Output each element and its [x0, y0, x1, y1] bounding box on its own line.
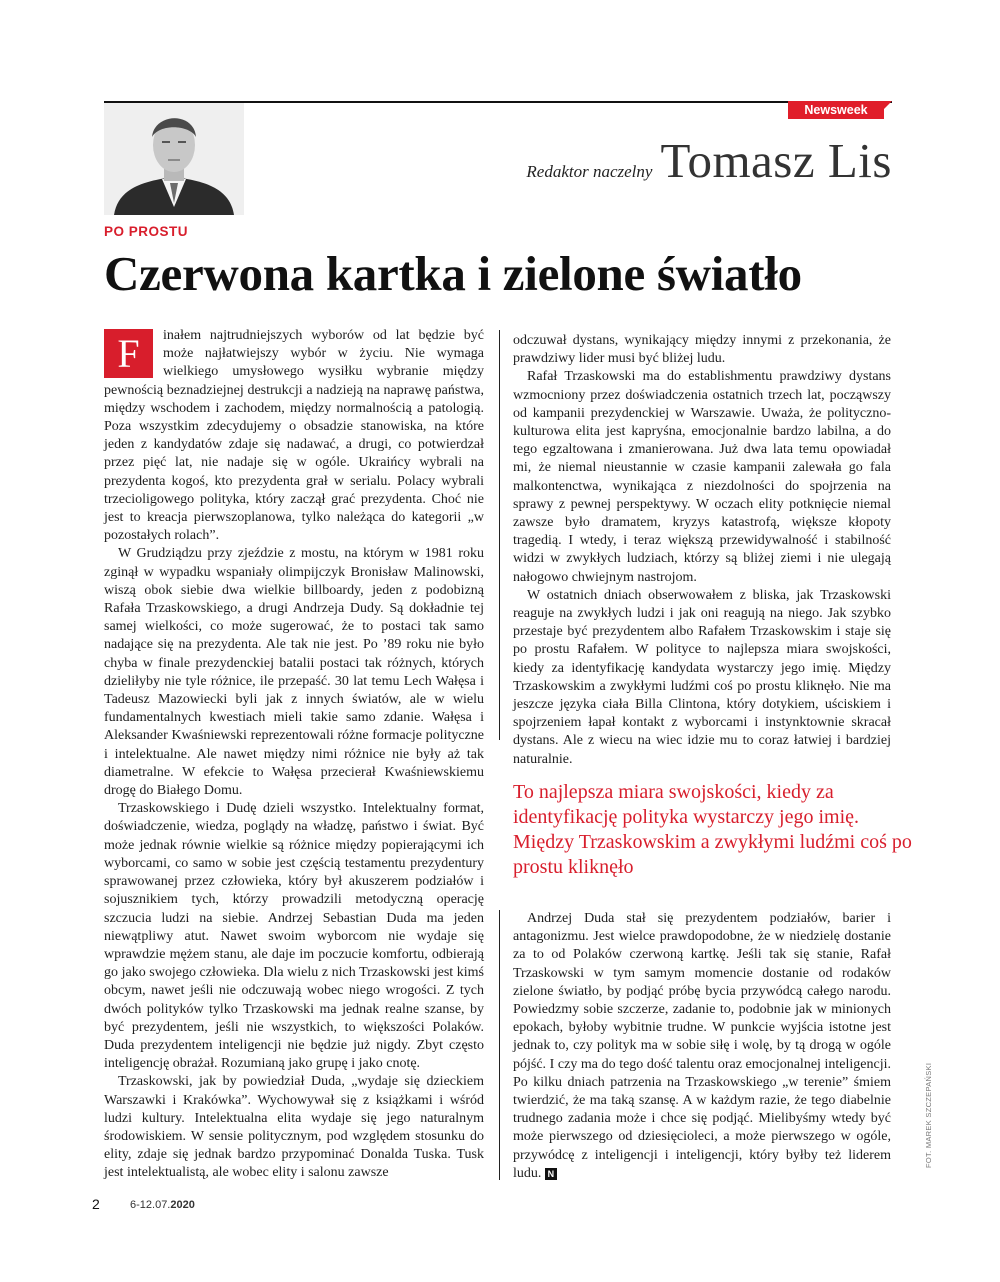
article-paragraph: F inałem najtrudniejszych wyborów od lat będzie być może najłatwiejszy wybór w życiu. Nie wymaga wielkiego umysłowego wysiłku wybranie między pewnością beznadziejnej destrukcji a nadzieją na naprawę państwa, między wschodem i zachodem, między normalnością a patologią. Poza wszystkim zdecydujemy o obsadzie stanowiska, na które jeden z kandydatów zdaje się nadawać, a drugi, co potwierdzał przez pięć lat, nie nadaje się w ogóle. Ukraińcy wybrali na prezydenta kogoś, kto prezydenta grał w serialu. Polacy wybrali trzecioligowego polityka, który zaczął grać prezydenta. Choć nie jest to kreacja pierwszoplanowa, tylko należąca do kategorii „w pozostałych rolach”. — [104, 328, 484, 544]
article-paragraph: Trzaskowskiego i Dudę dzieli wszystko. Intelektualny format, doświadczenie, wiedza, poglądy na władzę, państwo i świat. Być może jednak równie wielkie są różnice między popierającymi ich wyborcami, co samo w sobie jest częścią testamentu prezydentury sprawowanej przez człowieka, który był akuszerem podziałów i sojusznikiem tych, którzy prowadzili metodyczną operację szczucia ludzi na siebie. Andrzej Sebastian Duda ma jeden niewątpliwy atut. Nawet swoim wyborcom nie wydaje się wprawdzie mężem stanu, ale daje im poczucie komfortu, odbierają go jako swojego człowieka. Dla wielu z nich Trzaskowski jest kimś obcym, nawet jeśli nie odczuwają wobec niego wrogości. Z tych dwóch polityków tylko Trzaskowski ma jednak realne szanse, by być prezydentem, jeśli nie wszystkich, to większości Polaków. Duda prezydentem inteligencji nie będzie już nigdy. Zbyt często inteligencję obrażał. Rozumianą jako grupę i jako cnotę. — [104, 801, 484, 1072]
article-paragraph: Trzaskowski, jak by powiedział Duda, „wydaje się dzieckiem Warszawki i Krakówka”. Wychowywał się z książkami i wśród ludzi kultury. Intelektualna elita wydaje się jego naturalnym środowiskiem. W sensie politycznym, pod względem stosunku do elity, zdaje się jednak bardzo przypominać Donalda Tuska. Tusk jest intelektualistą, ale wobec elity i salonu zawsze — [104, 1074, 484, 1181]
photo-credit: FOT. MAREK SZCZEPAŃSKI — [924, 1062, 933, 1168]
editor-portrait — [104, 103, 244, 215]
article-paragraph: odczuwał dystans, wynikający między innymi z przekonania, że prawdziwy lider musi być bliżej ludu. — [513, 333, 891, 367]
left-column — [104, 327, 484, 1183]
editor-byline — [526, 133, 892, 188]
newsweek-badge: Newsweek — [788, 101, 884, 119]
section-rubric: PO PROSTU — [104, 224, 189, 239]
article-paragraph: W ostatnich dniach obserwowałem z bliska, jak Trzaskowski reaguje na zwykłych ludzi i jak oni reagują na niego. Jak szybko przestaje być prezydentem albo Rafałem Trzaskowskim i staje się po prostu Rafałem. W polityce to najlepsza miara swojskości, kiedy za identyfikację kandydata wystarczy jego imię. Między Trzaskowskim a zwykłymi ludźmi coś po prostu kliknęło. Nie ma jeszcze języka ciała Billa Clintona, który dotykiem, uściskiem i spojrzeniem łapał kontakt z wyborcami i instynktownie skracał dystans. Ale z wiecu na wiec idzie mu to coraz łatwiej i bardziej naturalnie. — [513, 587, 891, 767]
column-divider — [499, 910, 500, 1180]
article-paragraph: Rafał Trzaskowski ma do establishmentu prawdziwy dystans wzmocniony przez doświadczenia ostatnich trzech lat, począwszy od kampanii prezydenckiej w Warszawie. Uważa, że polityczno-kulturowa elita jest kapryśna, emocjonalnie bardzo labilna, a do tego egzaltowana i zmanierowana. Już dwa lata temu opowiadał mi, że niemal nieustannie w czasie kampanii zalewała go fala malkontenctwa, wynikająca z niezdolności do spojrzenia na sprawy z pewnej perspektywy. W oczach elity potknięcie niemal zawsze było dramatem, kryzys katastrofą, większe kłopoty tragedią. I wtedy, i teraz większą przewidywalność i stabilność widzi w zwykłych ludziach, którzy są bliżej ziemi i nie ulegają nałogowo chwiejnym nastrojom. — [513, 369, 891, 585]
editor-portrait-image — [104, 103, 244, 215]
article-paragraph: W Grudziądzu przy zjeździe z mostu, na którym w 1981 roku zginął w wypadku wspaniały olimpijczyk Bronisław Malinowski, wiszą obok siebie dwa wielkie billboardy, jeden z podobizną Rafała Trzaskowskiego, a drugi Andrzeja Dudy. Są dokładnie tej samej wielkości, co może sugerować, że to postaci tak samo nadające się na prezydenta. Ale tak nie jest. Po ’89 roku nie było chyba w finale prezydenckiej batalii postaci tak różnych, których dzieliłyby nie tyle różnice, ile przepaść. 30 lat temu Lech Wałęsa i Tadeusz Mazowiecki byli jak z innych światów, ale w wielu fundamentalnych kwestiach mieli takie samo zdanie. Wałęsa i Aleksander Kwaśniewski reprezentowali różne formacje polityczne i intelektualne. Ale nawet między nimi różnice nie były aż tak diametralne. W efekcie to Wałęsa przecierał Kwaśniewskiemu drogę do Białego Domu. — [104, 546, 484, 799]
editor-role: Redaktor naczelny — [526, 162, 653, 181]
pull-quote: To najlepsza miara swojskości, kiedy za identyfikację polityka wystarczy jego imię. Między Trzaskowskim a zwykłymi ludźmi coś po prostu kliknęło — [513, 781, 912, 878]
editor-name: Tomasz Lis — [660, 133, 892, 188]
article-paragraph: Andrzej Duda stał się prezydentem podziałów, barier i antagonizmu. Jest wielce prawdopodobne, że w niedzielę dostanie za to od Polaków czerwoną kartkę. Jeśli tak się stanie, Rafał Trzaskowski w tym samym momencie dostanie od rodaków zielone światło, by podjąć próbę bycia przywódcą całego narodu. Powiedzmy sobie szczerze, zadanie to, podobnie jak w minionych epokach, byłoby wybitnie trudne. W punkcie wyjścia istotne jest jednak to, czy polityk ma w sobie siłę i wolę, by tą drogą w ogóle pójść. I czy ma do tego dość talentu oraz emocjonalnej inteligencji. Po kilku dniach patrzenia na Trzaskowskiego „w terenie” śmiem twierdzić, że ma taką szansę. A w każdym razie, że tego diabelnie trudnego zadania może i chce się podjąć. Mielibyśmy wtedy być może pierwszego od dziesięcioleci, a może pierwszego w ogóle, przywódcę z inteligencji i inteligencji, który byłby też liderem ludu. N — [513, 911, 891, 1181]
drop-cap: F — [104, 329, 153, 378]
page-number: 2 — [92, 1196, 100, 1212]
end-mark-icon: N — [545, 1168, 557, 1180]
column-divider — [499, 330, 500, 740]
closing-column — [513, 910, 891, 1183]
right-column — [513, 332, 891, 769]
article-headline: Czerwona kartka i zielone światło — [104, 246, 802, 301]
issue-date: 6-12.07.2020 — [130, 1199, 195, 1211]
